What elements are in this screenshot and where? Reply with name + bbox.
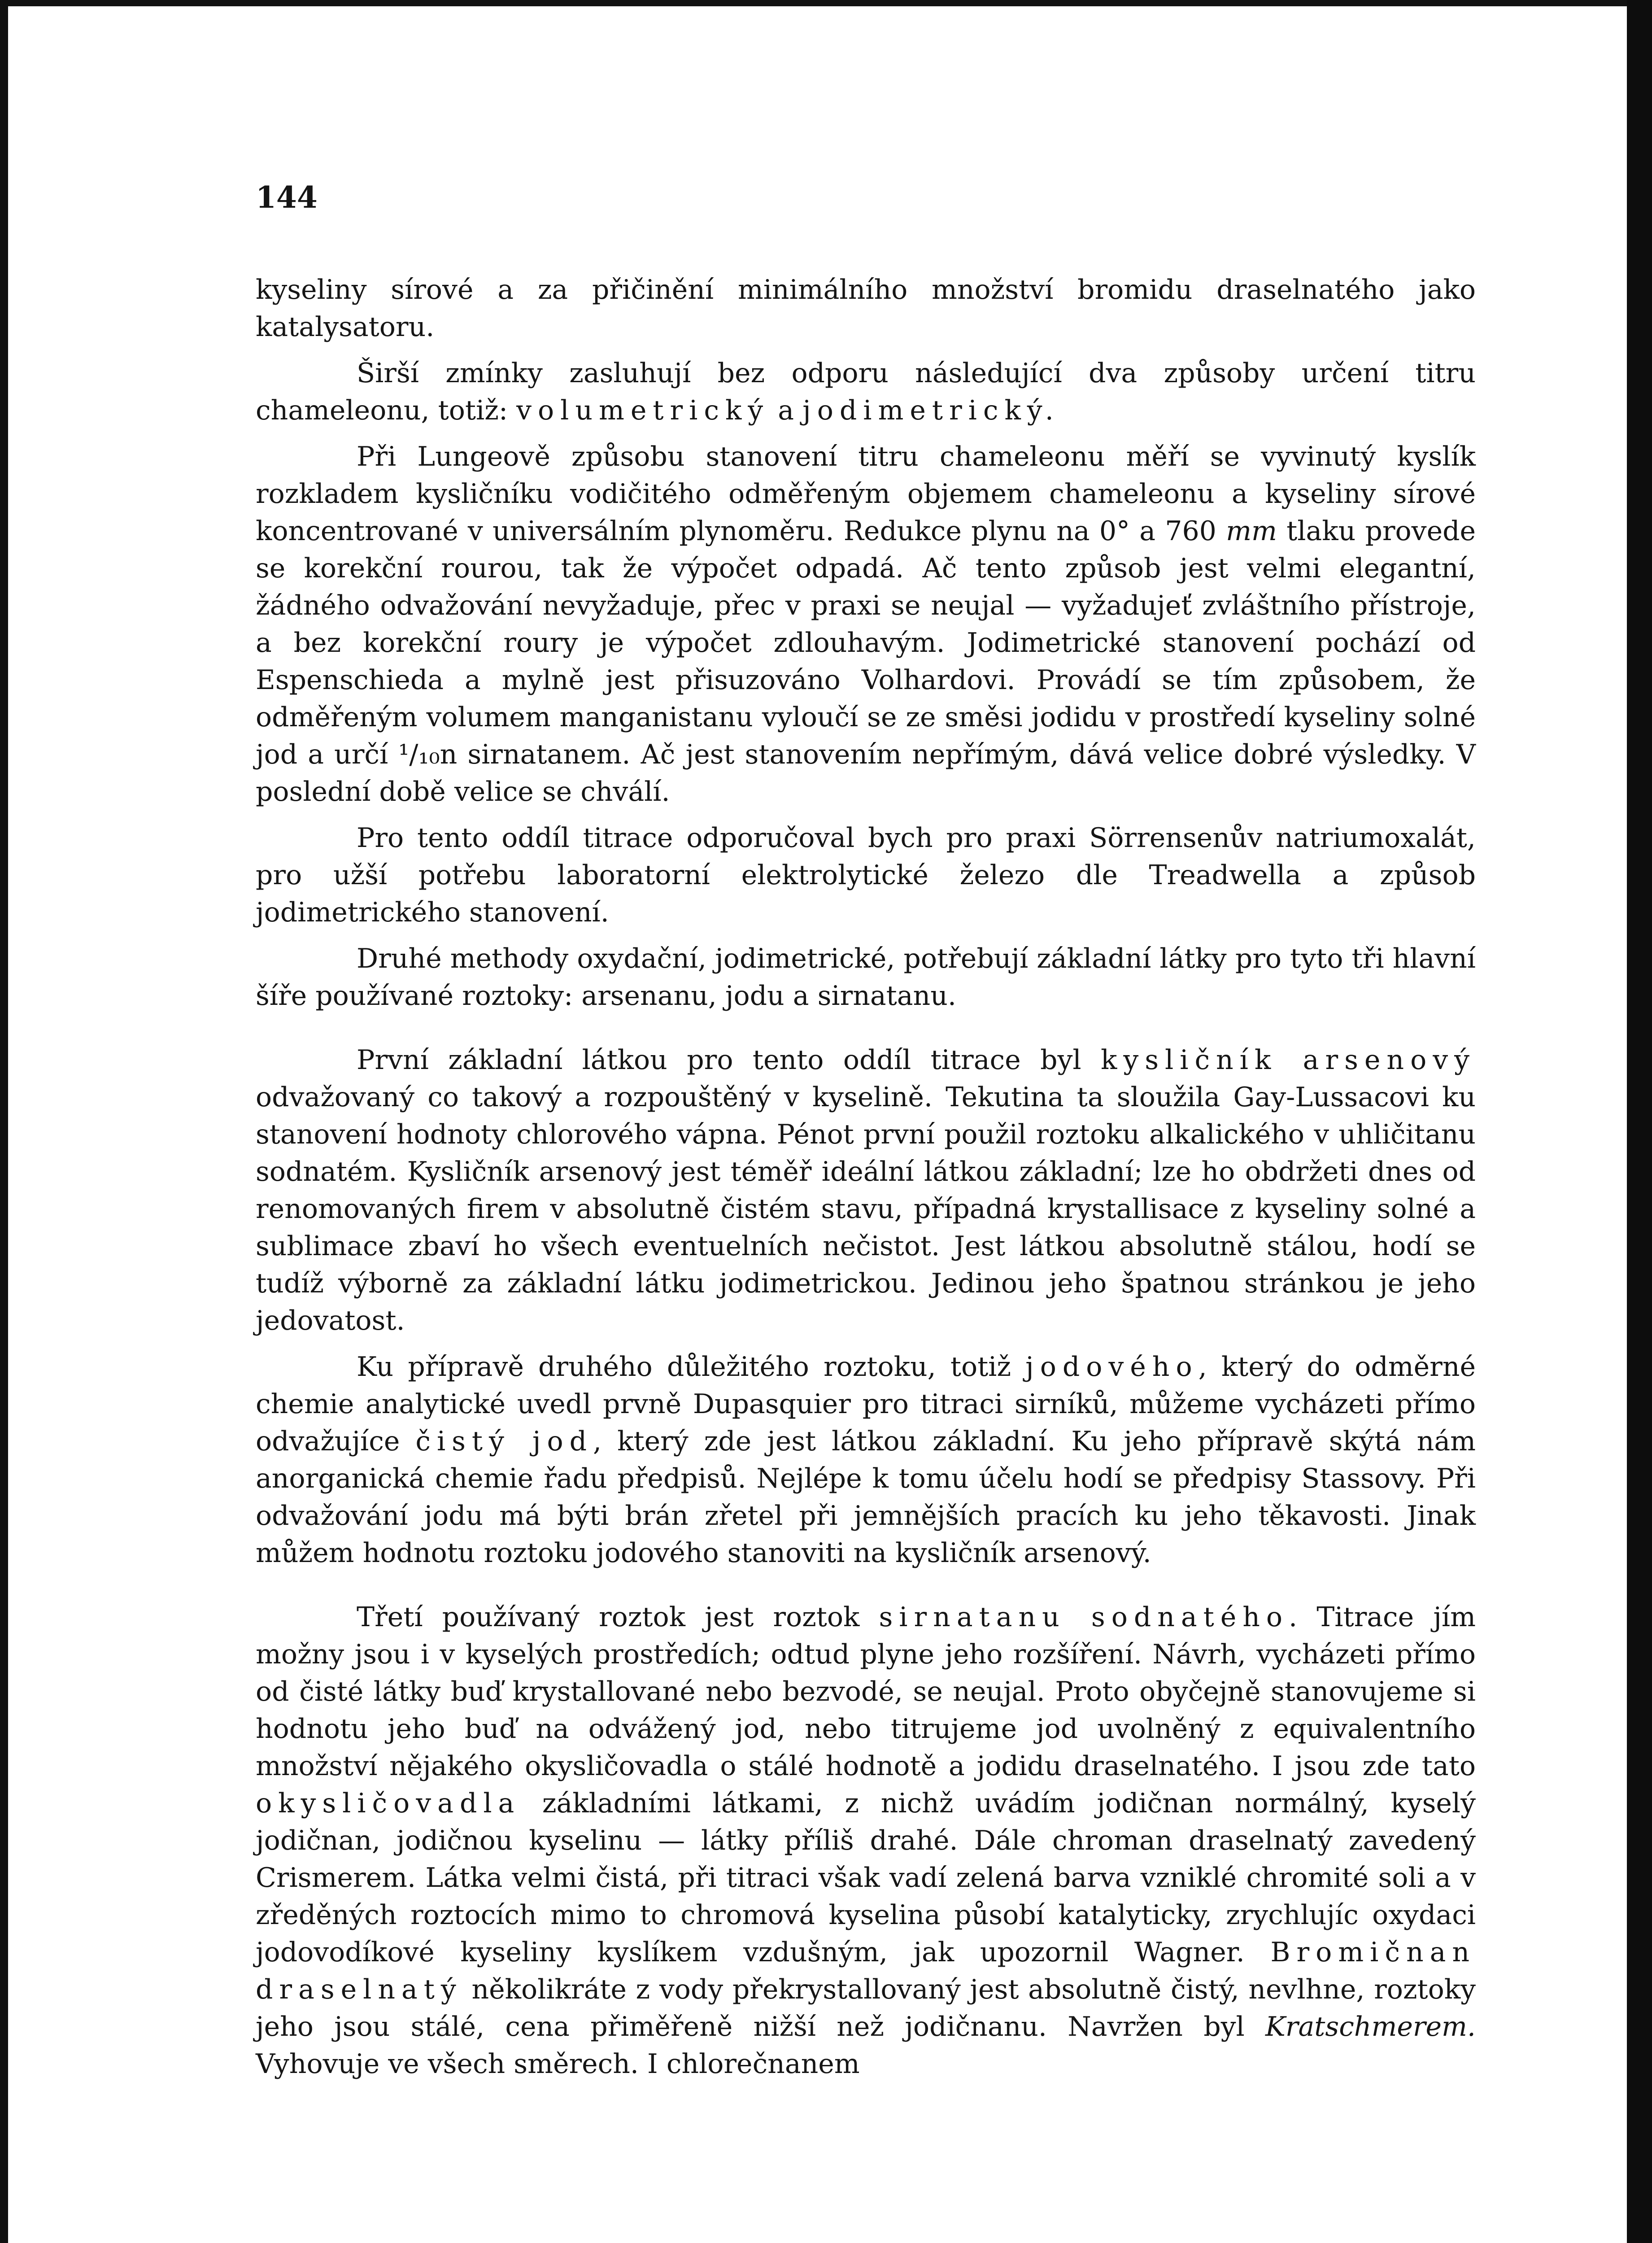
text-segment: okysličovadla bbox=[256, 1788, 521, 1819]
text-segment: Bromičnan draselnatý bbox=[256, 1937, 1476, 2005]
scan-edge-bar bbox=[1627, 0, 1652, 2243]
text-segment: Kratschmerem. bbox=[1265, 2011, 1476, 2042]
text-segment: tlaku provede se korekční rourou, tak že výpočet odpadá. Ač tento způsob jest velmi elegantní, žádného odvažování nevyžaduje, přec v praxi se neujal — vyžadujeť zvláštního přístroje, a bez korekční roury je výpočet zdlouhavým. Jodimetrické stanovení pochází od Espenschieda a mylně jest přisuzováno Volhardovi. Provádí se tím způsobem, že odměřeným volumem manganistanu vyloučí se ze směsi jodidu v prostředí kyseliny solné jod a určí ¹/₁₀n sirnatanem. Ač jest stanovením nepřímým, dává velice dobré výsledky. V poslední době velice se chválí. bbox=[256, 515, 1476, 807]
paragraph-6 bbox=[256, 1348, 1476, 1572]
text-segment: Druhé methody oxydační, jodimetrické, potřebují základní látky pro tyto tři hlavní šíře používané roztoky: arsenanu, jodu a sirnatanu. bbox=[256, 943, 1476, 1012]
text-segment: mm bbox=[1226, 515, 1277, 547]
text-segment: . Titrace jím možny jsou i v kyselých prostředích; odtud plyne jeho rozšíření. Návrh, vycházeti přímo od čisté látky buď krystallované nebo bezvodé, se neujal. Proto obyčejně stanovujeme si hodnotu jeho buď na odvážený jod, nebo titrujeme jod uvolněný z equivalentního množství nějakého okysličovadla o stálé hodnotě a jodidu draselnatého. I jsou zde tato bbox=[256, 1602, 1476, 1782]
paragraph-7 bbox=[256, 1599, 1476, 2083]
paragraph-2 bbox=[256, 438, 1476, 811]
text-segment: Pro tento oddíl titrace odporučoval bych pro praxi Sörrensenův natriumoxalát, pro užší potřebu laboratorní elektrolytické železo dle Treadwella a způsob jodimetrického stanovení. bbox=[256, 822, 1476, 928]
page-number: 144 bbox=[256, 180, 318, 215]
page-content bbox=[256, 179, 1476, 2092]
text-segment: kyseliny sírové a za přičinění minimálního množství bromidu draselnatého jako katalysatoru. bbox=[256, 274, 1476, 343]
text-segment: První základní látkou pro tento oddíl titrace byl bbox=[357, 1044, 1101, 1076]
text-segment: volumetrický bbox=[516, 395, 770, 426]
body-text bbox=[256, 271, 1476, 2083]
paragraph-4 bbox=[256, 940, 1476, 1015]
text-segment: Širší zmínky zasluhují bez odporu následující dva způsoby určení titru chameleonu, totiž: bbox=[256, 358, 1476, 426]
paragraph-3 bbox=[256, 820, 1476, 931]
text-segment: základními látkami, z nichž uvádím jodičnan normálný, kyselý jodičnan, jodičnou kyselinu — látky příliš drahé. Dále chroman draselnatý zavedený Crismerem. Látka velmi čistá, při titraci však vadí zelená barva vzniklé chromité soli a v zředěných roztocích mimo to chromová kyselina působí katalyticky, zrychlujíc oxydaci jodovodíkové kyseliny kyslíkem vzdušným, jak upozornil Wagner. bbox=[256, 1788, 1476, 1968]
text-segment: kysličník arsenový bbox=[1101, 1044, 1476, 1076]
paragraph-0 bbox=[256, 271, 1476, 346]
text-segment: , který do odměrné chemie analytické uvedl prvně Dupasquier pro titraci sirníků, můžeme vycházeti přímo odvažujíce bbox=[256, 1351, 1476, 1457]
paragraph-1 bbox=[256, 355, 1476, 429]
text-segment: sirnatanu sodnatého bbox=[879, 1602, 1289, 1633]
text-segment: Třetí používaný roztok jest roztok bbox=[357, 1602, 879, 1633]
text-segment: jodového bbox=[1025, 1351, 1199, 1383]
text-segment: a bbox=[769, 395, 803, 426]
text-segment: Vyhovuje ve všech směrech. I chlorečnanem bbox=[256, 2048, 860, 2080]
paragraph-5 bbox=[256, 1042, 1476, 1340]
text-segment: čistý jod bbox=[415, 1426, 593, 1457]
text-segment: několikráte z vody překrystallovaný jest absolutně čistý, nevlhne, roztoky jeho jsou stálé, cena přiměřeně nižší než jodičnanu. Navržen byl bbox=[256, 1974, 1476, 2042]
text-segment: odvažovaný co takový a rozpouštěný v kyselině. Tekutina ta sloužila Gay-Lussacovi ku stanovení hodnoty chlorového vápna. Pénot první použil roztoku alkalického v uhličitanu sodnatém. Kysličník arsenový jest téměř ideální látkou základní; lze ho obdržeti dnes od renomovaných firem v absolutně čistém stavu, případná krystallisace z kyseliny solné a sublimace zbaví ho všech eventuelních nečistot. Jest látkou absolutně stálou, hodí se tudíž výborně za základní látku jodimetrickou. Jedinou jeho špatnou stránkou je jeho jedovatost. bbox=[256, 1082, 1476, 1336]
text-segment: , který zde jest látkou základní. Ku jeho přípravě skýtá nám anorganická chemie řadu předpisů. Nejlépe k tomu účelu hodí se předpisy Stassovy. Při odvažování jodu má býti brán zřetel při jemnějších pracích ku jeho těkavosti. Jinak můžem hodnotu roztoku jodového stanoviti na kysličník arsenový. bbox=[256, 1426, 1476, 1569]
text-segment: jodimetrický. bbox=[802, 395, 1060, 426]
text-segment: Ku přípravě druhého důležitého roztoku, totiž bbox=[357, 1351, 1026, 1383]
text-segment: Při Lungeově způsobu stanovení titru chameleonu měří se vyvinutý kyslík rozkladem kysličníku vodičitého odměřeným objemem chameleonu a kyseliny sírové koncentrované v universálním plynoměru. Redukce plynu na 0° a 760 bbox=[256, 441, 1476, 547]
